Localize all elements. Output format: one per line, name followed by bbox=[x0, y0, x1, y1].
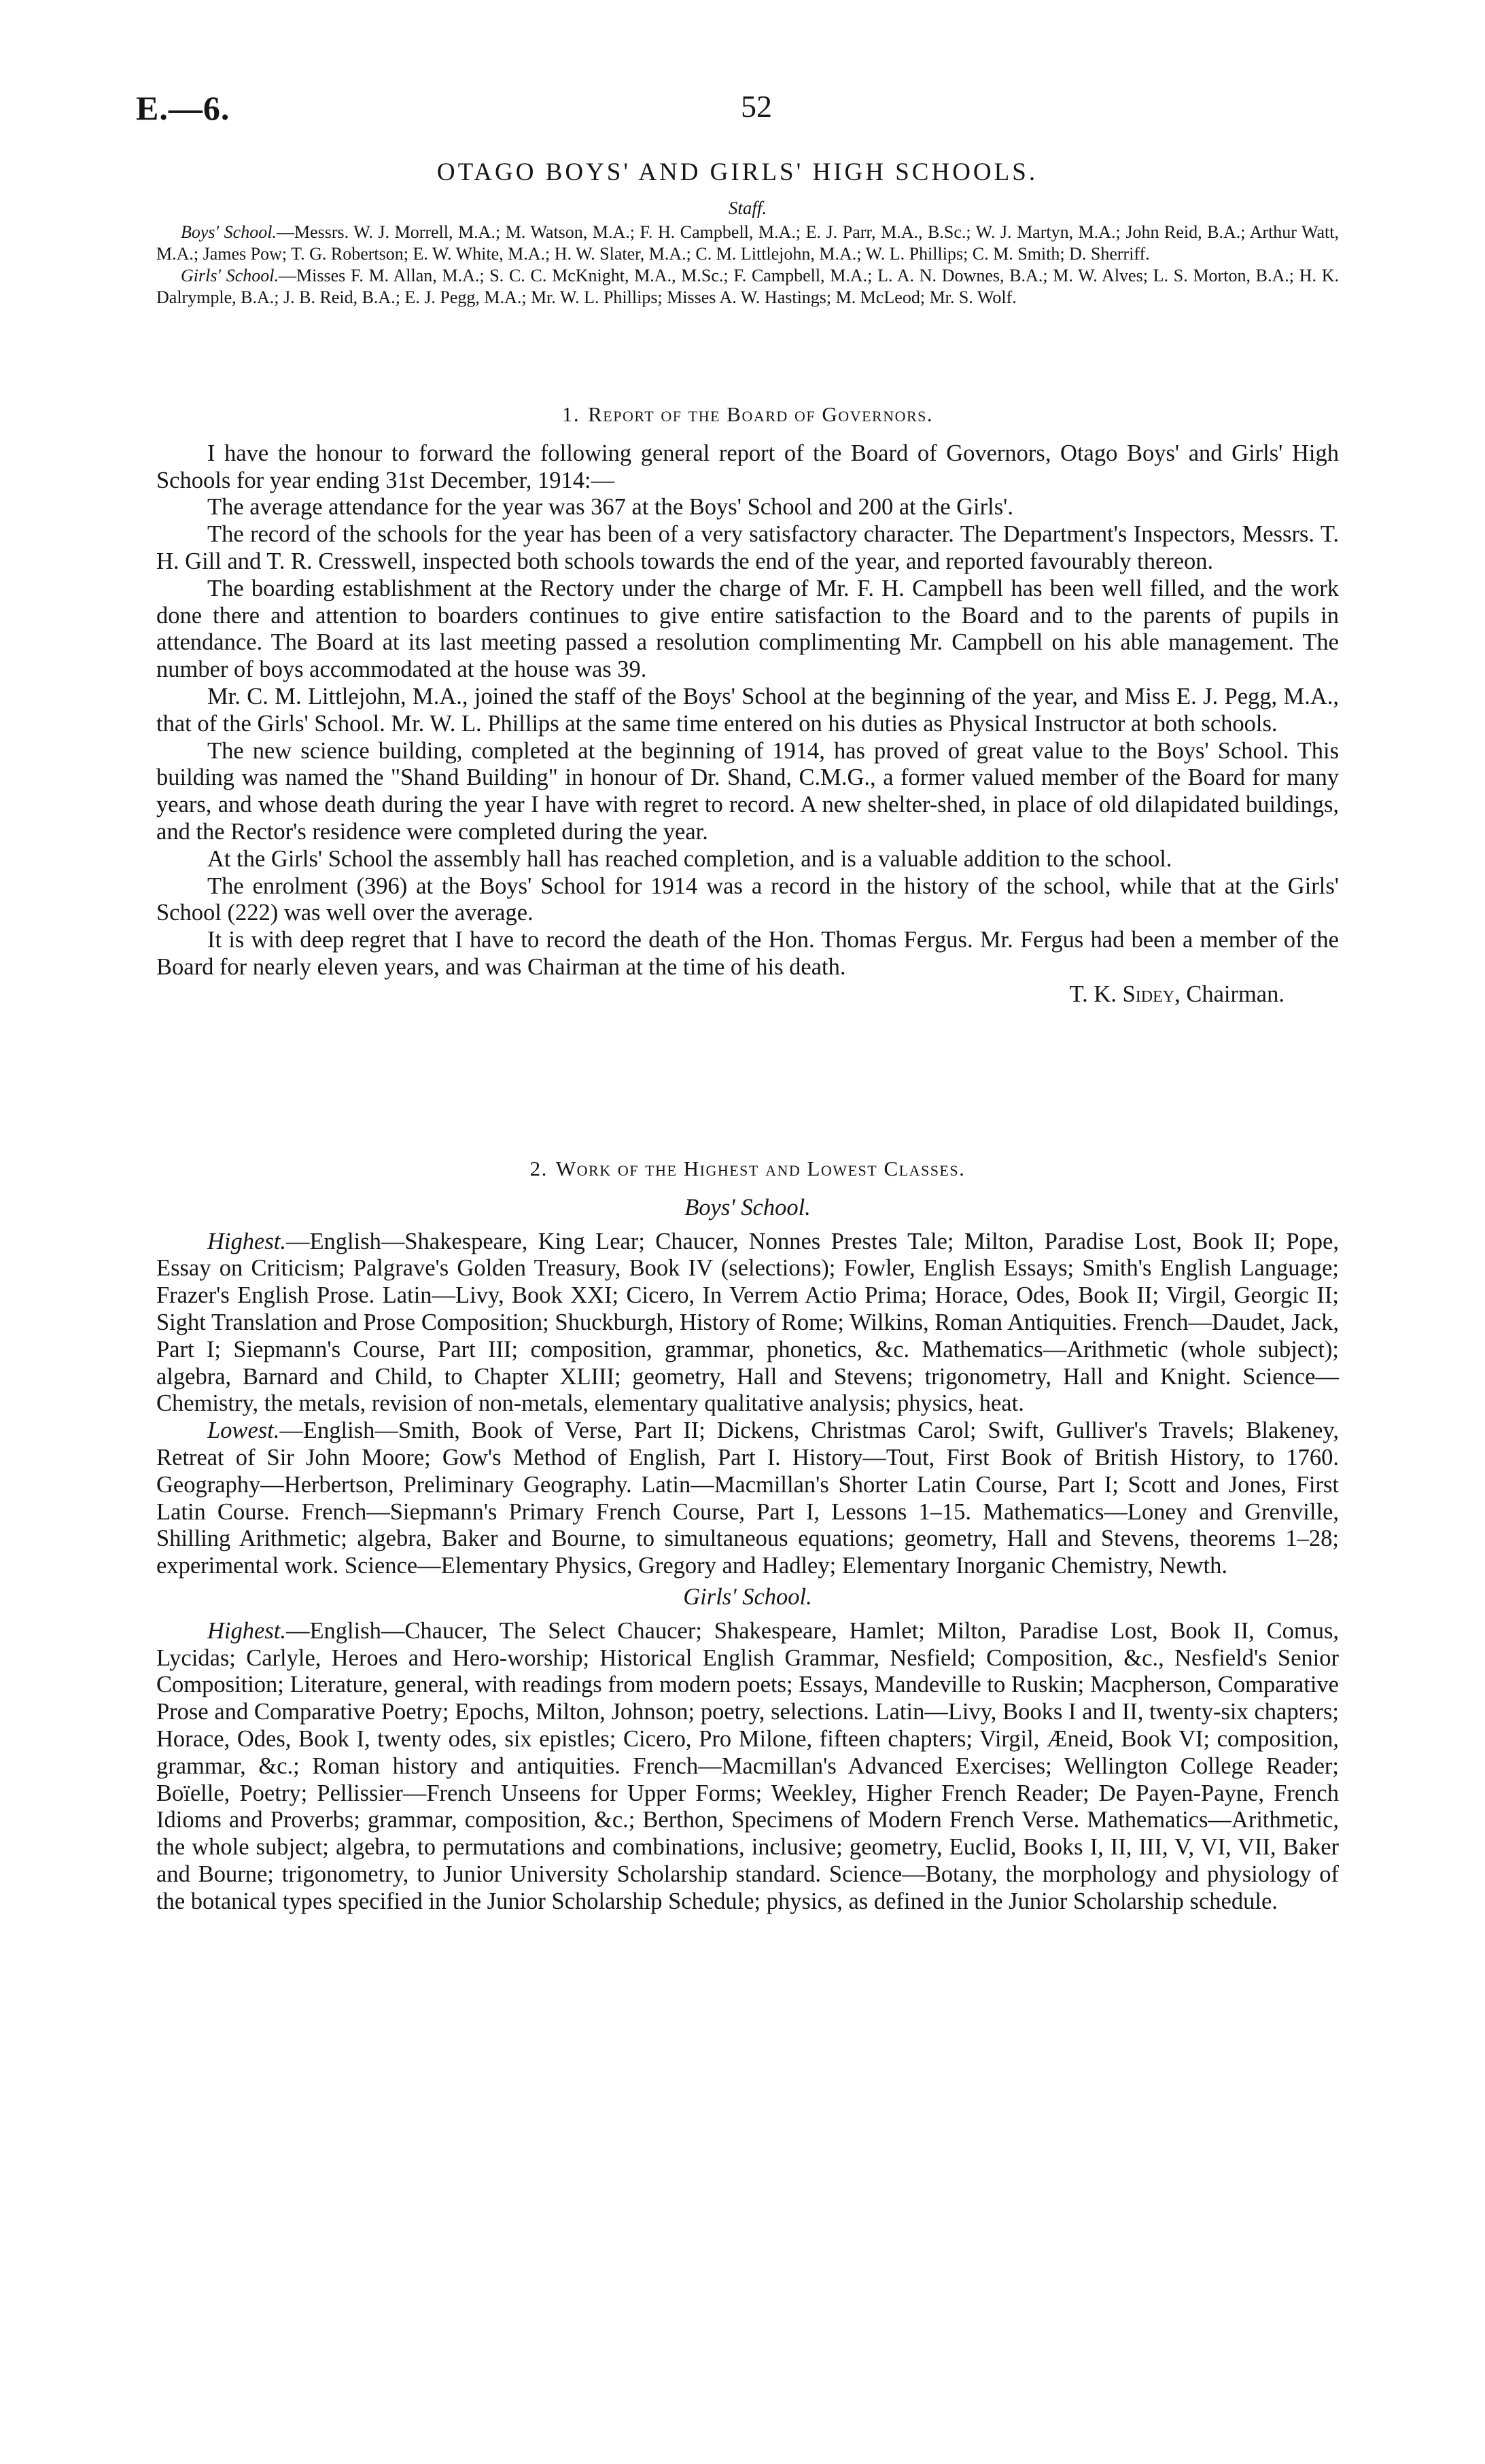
signature bbox=[156, 981, 1339, 1008]
report-paragraph: Mr. C. M. Littlejohn, M.A., joined the staff of the Boys' School at the beginning of the year, and Miss E. J. Pegg, M.A., that of the Girls' School. Mr. W. L. Phillips at the same time entered on his duties as Physical Instructor at both schools. bbox=[156, 683, 1339, 737]
staff-section bbox=[156, 197, 1339, 309]
staff-girls-text: —Misses F. M. Allan, M.A.; S. C. C. McKnight, M.A., M.Sc.; F. Campbell, M.A.; L. A. N. Downes, B.A.; M. W. Alves; L. S. Morton, B.A.; H. K. Dalrymple, B.A.; J. B. Reid, B.A.; E. J. Pegg, M.A.; Mr. W. L. Phillips; Misses A. W. Hastings; M. McLeod; Mr. S. Wolf. bbox=[156, 266, 1339, 307]
staff-boys-text: —Messrs. W. J. Morrell, M.A.; M. Watson, M.A.; F. H. Campbell, M.A.; E. J. Parr, M.A., B.Sc.; W. J. Martyn, M.A.; John Reid, B.A.; Arthur Watt, M.A.; James Pow; T. G. Robertson; E. W. White, M.A.; H. W. Slater, M.A.; C. M. Littlejohn, M.A.; W. L. Phillips; C. M. Smith; D. Sherriff. bbox=[156, 222, 1339, 264]
staff-boys-label: Boys' School. bbox=[181, 222, 277, 242]
staff-girls-paragraph bbox=[156, 265, 1339, 309]
girls-school-heading: Girls' School. bbox=[683, 1583, 812, 1610]
boys-lowest-label: Lowest. bbox=[207, 1418, 280, 1444]
boys-lowest-paragraph bbox=[156, 1418, 1339, 1580]
report-paragraph: The average attendance for the year was 367 at the Boys' School and 200 at the Girls'. bbox=[207, 494, 1013, 521]
boys-school-heading: Boys' School. bbox=[684, 1194, 811, 1220]
work-heading-text: Work of the Highest and Lowest Classes. bbox=[555, 1157, 966, 1180]
report-paragraph: The boarding establishment at the Rectory under the charge of Mr. F. H. Campbell has been well filled, and the work done there and attention to boarders continues to give entire satisfaction to the Board and to the parents of pupils in attendance. The Board at its last meeting passed a resolution complimenting Mr. Campbell on his able management. The number of boys accommodated at the house was 39. bbox=[156, 575, 1339, 683]
girls-highest-label: Highest. bbox=[207, 1617, 286, 1644]
boys-highest-label: Highest. bbox=[207, 1228, 286, 1254]
report-number: 1. bbox=[561, 402, 580, 426]
report-paragraph: At the Girls' School the assembly hall has reached completion, and is a valuable addition to the school. bbox=[207, 845, 1172, 872]
boys-lowest-text: —English—Smith, Book of Verse, Part II; Dickens, Christmas Carol; Swift, Gulliver's Travels; Blakeney, Retreat of Sir John Moore; Gow's Method of English, Part I. History—Tout, First Book of British History, to 1760. Geography—Herbertson, Preliminary Geography. Latin—Macmillan's Shorter Latin Course, Part I; Scott and Jones, First Latin Course. French—Siepmann's Primary French Course, Part I, Lessons 1–15. Mathematics—Loney and Grenville, Shilling Arithmetic; algebra, Baker and Bourne, to simultaneous equations; geometry, Hall and Stevens, theorems 1–28; experimental work. Science—Elementary Physics, Gregory and Hadley; Elementary Inorganic Chemistry, Newth. bbox=[156, 1418, 1339, 1579]
signature-name: T. K. Sidey, bbox=[1069, 981, 1181, 1007]
report-paragraph: The enrolment (396) at the Boys' School for 1914 was a record in the history of the school, while that at the Girls' School (222) was well over the average. bbox=[156, 873, 1339, 926]
page-number: 52 bbox=[741, 89, 772, 124]
report-section bbox=[156, 401, 1339, 1008]
work-number: 2. bbox=[529, 1157, 548, 1180]
page-header bbox=[136, 88, 1339, 136]
staff-girls-label: Girls' School. bbox=[181, 266, 279, 285]
report-heading-text: Report of the Board of Governors. bbox=[588, 402, 934, 426]
report-paragraph: It is with deep regret that I have to record the death of the Hon. Thomas Fergus. Mr. Fergus had been a member of the Board for nearly eleven years, and was Chairman at the time of his death. bbox=[156, 927, 1339, 980]
report-paragraph: The new science building, completed at the beginning of 1914, has proved of great value to the Boys' School. This building was named the "Shand Building" in honour of Dr. Shand, C.M.G., a former valued member of the Board for many years, and whose death during the year I have with regret to record. A new shelter-shed, in place of old dilapidated buildings, and the Rector's residence were completed during the year. bbox=[156, 737, 1339, 845]
signature-role: Chairman. bbox=[1186, 981, 1285, 1007]
work-section bbox=[156, 1155, 1339, 1916]
staff-boys-paragraph bbox=[156, 222, 1339, 265]
document-title: OTAGO BOYS' AND GIRLS' HIGH SCHOOLS. bbox=[436, 158, 1038, 186]
report-heading bbox=[156, 401, 1339, 428]
report-paragraph: The record of the schools for the year has been of a very satisfactory character. The Department's Inspectors, Messrs. T. H. Gill and T. R. Cresswell, inspected both schools towards the end of the year, and reported favourably thereon. bbox=[156, 521, 1339, 574]
report-paragraph: I have the honour to forward the following general report of the Board of Governors, Otago Boys' and Girls' High Schools for year ending 31st December, 1914:— bbox=[156, 440, 1339, 493]
boys-highest-paragraph bbox=[156, 1229, 1339, 1418]
girls-highest-text: —English—Chaucer, The Select Chaucer; Shakespeare, Hamlet; Milton, Paradise Lost, Book II, Comus, Lycidas; Carlyle, Heroes and Hero-worship; Historical English Grammar, Nesfield; Composition, &c., Nesfield's Senior Composition; Literature, general, with readings from modern poets; Essays, Mandeville to Ruskin; Macpherson, Comparative Prose and Comparative Poetry; Epochs, Milton, Johnson; poetry, selections. Latin—Livy, Books I and II, twenty-six chapters; Horace, Odes, Book I, twenty odes, six epistles; Cicero, Pro Milone, fifteen chapters; Virgil, Æneid, Book VI; composition, grammar, &c.; Roman history and antiquities. French—Macmillan's Advanced Exercises; Wellington College Reader; Boïelle, Poetry; Pellissier—French Unseens for Upper Forms; Weekley, Higher French Reader; De Payen-Payne, French Idioms and Proverbs; grammar, composition, &c.; Berthon, Specimens of Modern French Verse. Mathematics—Arithmetic, the whole subject; algebra, to permutations and combinations, inclusive; geometry, Euclid, Books I, II, III, V, VI, VII, Baker and Bourne; trigonometry, to Junior University Scholarship standard. Science—Botany, the morphology and physiology of the botanical types specified in the Junior Scholarship Schedule; physics, as defined in the Junior Scholarship schedule. bbox=[156, 1617, 1339, 1914]
boys-highest-text: —English—Shakespeare, King Lear; Chaucer, Nonnes Prestes Tale; Milton, Paradise Lost, Book II; Pope, Essay on Criticism; Palgrave's Golden Treasury, Book IV (selections); Fowler, English Essays; Smith's English Language; Frazer's English Prose. Latin—Livy, Book XXI; Cicero, In Verrem Actio Prima; Horace, Odes, Book II; Virgil, Georgic II; Sight Translation and Prose Composition; Shuckburgh, History of Rome; Wilkins, Roman Antiquities. French—Daudet, Jack, Part I; Siepmann's Course, Part III; composition, grammar, phonetics, &c. Mathematics—Arithmetic (whole subject); algebra, Barnard and Child, to Chapter XLIII; geometry, Hall and Stevens; trigonometry, Hall and Knight. Science—Chemistry, the metals, revision of non-metals, elementary qualitative analysis; physics, heat. bbox=[156, 1228, 1339, 1417]
girls-highest-paragraph bbox=[156, 1618, 1339, 1916]
work-heading bbox=[156, 1155, 1339, 1182]
page-reference: E.—6. bbox=[136, 89, 230, 127]
staff-heading: Staff. bbox=[728, 198, 767, 218]
